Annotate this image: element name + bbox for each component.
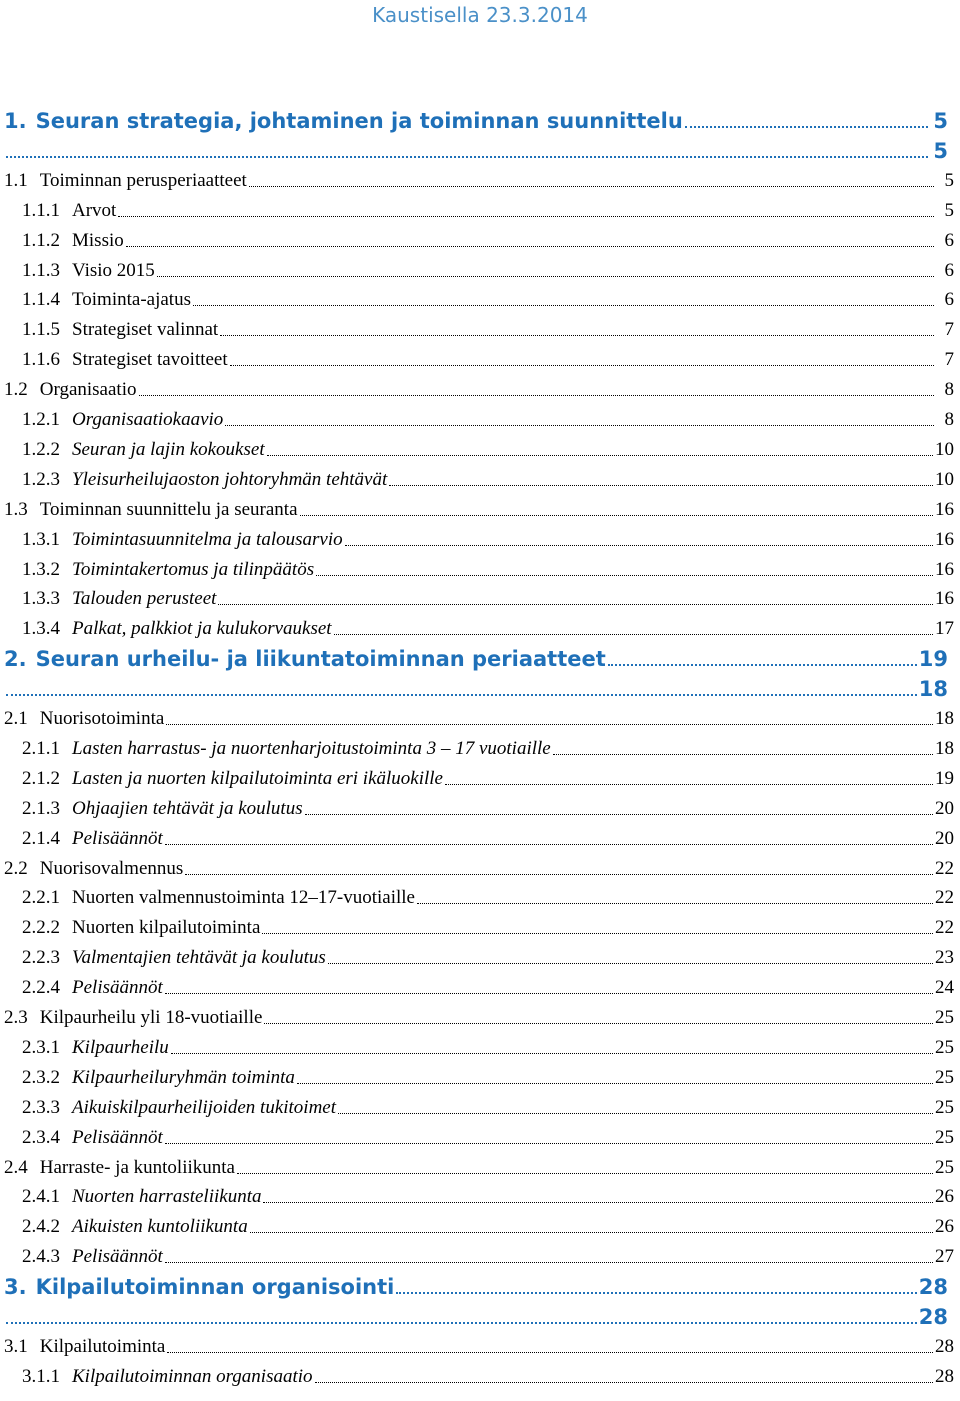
toc-entry-title: Organisaatio	[39, 379, 137, 401]
toc-entry-number: 1.3	[4, 498, 28, 520]
toc-page-number: 23	[935, 947, 954, 969]
toc-page-number: 16	[935, 498, 954, 520]
toc-page-number: 8	[944, 379, 954, 401]
toc-entry-number: 1.3.1	[22, 528, 60, 550]
toc-dot-leader	[118, 216, 934, 217]
toc-entry-number: 2.4.3	[22, 1246, 60, 1268]
toc-page-number: 25	[935, 1156, 954, 1178]
toc-dot-leader	[193, 305, 934, 306]
toc-page-number: 10	[935, 438, 954, 460]
toc-page-number: 7	[944, 349, 954, 371]
toc-dot-leader	[338, 1113, 933, 1114]
toc-entry-number: 2.3.2	[22, 1066, 60, 1088]
toc-entry[interactable]	[22, 794, 954, 824]
toc-entry-title: Pelisäännöt	[72, 1126, 163, 1148]
toc-entry-title: Talouden perusteet	[72, 588, 217, 610]
toc-chapter-entry[interactable]	[4, 644, 954, 674]
toc-entry[interactable]	[22, 405, 954, 435]
toc-entry-title: Toiminnan suunnittelu ja seuranta	[39, 498, 298, 520]
toc-entry[interactable]	[22, 584, 954, 614]
toc-dot-leader	[608, 664, 917, 666]
toc-entry-title: Kilpaurheiluryhmän toiminta	[72, 1066, 295, 1088]
toc-chapter-entry[interactable]	[4, 674, 954, 704]
toc-entry-number: 1.1.3	[22, 259, 60, 281]
toc-entry-title: Toiminta-ajatus	[72, 289, 191, 311]
toc-page-number: 18	[935, 708, 954, 729]
toc-dot-leader	[165, 1262, 933, 1263]
toc-page-number: 16	[935, 558, 954, 580]
toc-dot-leader	[6, 694, 917, 696]
toc-entry-title: Organisaatiokaavio	[72, 409, 224, 430]
toc-entry-number: 1.2	[4, 379, 28, 401]
toc-page-number: 25	[935, 1126, 954, 1148]
toc-entry-number: 2.3.4	[22, 1126, 60, 1148]
toc-entry-title: Lasten harrastus- ja nuortenharjoitustoiminta 3 – 17 vuotiaille	[72, 737, 551, 759]
toc-entry-title: Toiminnan perusperiaatteet	[39, 169, 247, 191]
toc-page-number: 18	[935, 737, 954, 759]
toc-page-number: 8	[944, 409, 954, 430]
toc-page-number: 6	[944, 229, 954, 251]
toc-entry-number: 2.3.1	[22, 1036, 60, 1058]
toc-page-number: 17	[935, 618, 954, 640]
toc-entry[interactable]	[22, 1242, 954, 1272]
toc-entry-number: 2.1	[4, 708, 28, 729]
toc-page-number: 28	[918, 1305, 948, 1329]
toc-entry-number: 2.2.3	[22, 947, 60, 969]
toc-entry-number: 1.3.3	[22, 588, 60, 610]
toc-entry-title: Nuorten kilpailutoiminta	[72, 917, 261, 939]
toc-dot-leader	[157, 276, 934, 277]
toc-page-number: 22	[935, 917, 954, 939]
toc-entry[interactable]	[22, 1033, 954, 1063]
toc-page-number: 25	[935, 1096, 954, 1118]
toc-dot-leader	[139, 395, 935, 396]
toc-entry[interactable]	[22, 345, 954, 375]
toc-entry-number: 1.2.2	[22, 438, 60, 460]
toc-dot-leader	[185, 874, 933, 875]
toc-entry[interactable]	[22, 883, 954, 913]
toc-entry-number: 2.3	[4, 1007, 28, 1028]
toc-page-number: 27	[935, 1246, 954, 1268]
toc-entry-number: 2.1.3	[22, 797, 60, 819]
toc-entry[interactable]	[22, 525, 954, 555]
toc-entry-number: 1.3.2	[22, 558, 60, 580]
toc-entry[interactable]	[22, 435, 954, 465]
toc-dot-leader	[445, 784, 933, 785]
toc-entry[interactable]	[22, 1093, 954, 1123]
toc-entry-title: Valmentajien tehtävät ja koulutus	[72, 947, 326, 969]
toc-entry-number: 2.2	[4, 857, 28, 879]
toc-dot-leader	[263, 1202, 933, 1203]
toc-entry[interactable]	[22, 196, 954, 226]
toc-entry[interactable]	[4, 495, 954, 525]
toc-entry-title: Visio 2015	[72, 259, 155, 281]
toc-page-number: 10	[935, 468, 954, 490]
toc-entry-number: 1.1.5	[22, 319, 60, 341]
toc-entry-number: 1.	[4, 109, 27, 133]
toc-page-number: 5	[933, 138, 948, 163]
toc-dot-leader	[262, 933, 933, 934]
toc-entry-title: Seuran strategia, johtaminen ja toiminnan suunnittelu	[35, 109, 683, 133]
toc-entry-title: Kilpaurheilu yli 18-vuotiaille	[39, 1007, 263, 1028]
toc-page-number: 24	[935, 977, 954, 999]
toc-entry[interactable]	[22, 1182, 954, 1212]
toc-page-number: 25	[935, 1036, 954, 1058]
toc-entry[interactable]	[4, 1003, 954, 1033]
toc-entry-title: Toimintakertomus ja tilinpäätös	[72, 558, 315, 580]
toc-entry-number: 2.2.2	[22, 917, 60, 939]
toc-dot-leader	[267, 455, 933, 456]
toc-chapter-entry[interactable]	[4, 1272, 954, 1302]
toc-entry[interactable]	[22, 973, 954, 1003]
toc-dot-leader	[300, 515, 933, 516]
toc-entry-title: Missio	[72, 229, 124, 251]
toc-entry-number: 2.4.2	[22, 1216, 60, 1238]
toc-dot-leader	[171, 1053, 933, 1054]
toc-entry-number: 1.2.3	[22, 468, 60, 490]
toc-dot-leader	[396, 1292, 916, 1294]
toc-dot-leader	[218, 604, 933, 605]
toc-page-number: 5	[933, 109, 948, 133]
toc-entry-title: Nuorten harrasteliikunta	[72, 1186, 262, 1208]
toc-entry[interactable]	[22, 555, 954, 585]
toc-dot-leader	[237, 1173, 933, 1174]
toc-page-number: 16	[935, 588, 954, 610]
toc-entry-title: Kilpailutoiminta	[39, 1335, 166, 1357]
toc-page-number: 5	[944, 169, 954, 191]
toc-entry-title: Seuran urheilu- ja liikuntatoiminnan periaatteet	[35, 647, 606, 672]
toc-dot-leader	[126, 246, 934, 247]
toc-entry[interactable]	[22, 734, 954, 764]
toc-entry-title: Kilpailutoiminnan organisaatio	[72, 1365, 313, 1387]
toc-entry-title: Nuorten valmennustoiminta 12–17-vuotiaille	[72, 887, 415, 909]
toc-entry-number: 3.	[4, 1275, 27, 1300]
toc-entry-number: 1.3.4	[22, 618, 60, 640]
toc-entry-title: Pelisäännöt	[72, 977, 163, 999]
page-header: Kaustisella 23.3.2014	[372, 3, 588, 27]
toc-page-number: 16	[935, 528, 954, 550]
toc-entry[interactable]	[4, 166, 954, 196]
toc-entry-number: 2.1.2	[22, 767, 60, 789]
toc-entry-title: Seuran ja lajin kokoukset	[72, 438, 265, 460]
toc-entry-number: 1.1.6	[22, 349, 60, 371]
toc-entry[interactable]	[4, 375, 954, 405]
toc-entry-title: Palkat, palkkiot ja kulukorvaukset	[72, 618, 332, 640]
toc-entry-title: Kilpailutoiminnan organisointi	[35, 1275, 395, 1300]
toc-entry-number: 1.1.1	[22, 199, 60, 221]
toc-dot-leader	[6, 1322, 917, 1324]
toc-dot-leader	[685, 126, 928, 128]
toc-entry-number: 3.1	[4, 1335, 28, 1357]
toc-entry-title: Strategiset tavoitteet	[72, 349, 228, 371]
toc-dot-leader	[417, 903, 933, 904]
toc-dot-leader	[297, 1083, 933, 1084]
toc-dot-leader	[553, 754, 933, 755]
toc-entry-number: 1.2.1	[22, 409, 60, 430]
toc-dot-leader	[305, 814, 933, 815]
toc-entry[interactable]	[22, 913, 954, 943]
toc-dot-leader	[165, 844, 933, 845]
toc-entry-title: Arvot	[72, 199, 117, 221]
toc-page-number: 26	[935, 1216, 954, 1238]
toc-entry-number: 2.4.1	[22, 1186, 60, 1208]
toc-page-number: 25	[935, 1007, 954, 1028]
toc-page-number: 28	[935, 1335, 954, 1357]
toc-dot-leader	[316, 575, 933, 576]
toc-entry[interactable]	[22, 1362, 954, 1392]
toc-page-number: 22	[935, 857, 954, 879]
toc-entry-title: Nuorisovalmennus	[39, 857, 184, 879]
toc-entry[interactable]	[4, 704, 954, 734]
toc-entry[interactable]	[22, 285, 954, 315]
toc-dot-leader	[166, 724, 933, 725]
toc-dot-leader	[345, 545, 933, 546]
toc-dot-leader	[165, 993, 933, 994]
toc-dot-leader	[315, 1382, 933, 1383]
toc-entry-number: 2.2.1	[22, 887, 60, 909]
toc-entry[interactable]	[22, 943, 954, 973]
toc-dot-leader	[220, 335, 934, 336]
toc-entry-number: 1.1.4	[22, 289, 60, 311]
toc-page-number: 20	[935, 797, 954, 819]
toc-page-number: 18	[918, 677, 948, 702]
toc-dot-leader	[250, 1232, 933, 1233]
toc-page-number: 5	[944, 199, 954, 221]
toc-page-number: 19	[918, 647, 948, 672]
toc-entry-title: Harraste- ja kuntoliikunta	[39, 1156, 235, 1178]
toc-page-number: 6	[944, 259, 954, 281]
toc-chapter-entry[interactable]	[4, 136, 954, 166]
toc-entry[interactable]	[22, 824, 954, 854]
toc-page-number: 26	[935, 1186, 954, 1208]
toc-entry[interactable]	[22, 1212, 954, 1242]
toc-chapter-entry[interactable]	[4, 1302, 954, 1332]
toc-entry[interactable]	[22, 764, 954, 794]
toc-entry[interactable]	[22, 1123, 954, 1153]
toc-entry-title: Aikuisten kuntoliikunta	[72, 1216, 248, 1238]
toc-dot-leader	[165, 1143, 933, 1144]
toc-entry-number: 1.1.2	[22, 229, 60, 251]
toc-page-number: 6	[944, 289, 954, 311]
toc-entry[interactable]	[22, 465, 954, 495]
toc-page-number: 22	[935, 887, 954, 909]
toc-entry[interactable]	[22, 226, 954, 256]
toc-page-number: 25	[935, 1066, 954, 1088]
toc-entry-title: Ohjaajien tehtävät ja koulutus	[72, 797, 303, 819]
toc-entry-title: Aikuiskilpaurheilijoiden tukitoimet	[72, 1096, 337, 1118]
toc-entry-number: 2.2.4	[22, 977, 60, 999]
toc-dot-leader	[6, 156, 928, 158]
toc-entry[interactable]	[4, 1153, 954, 1183]
toc-entry-title: Strategiset valinnat	[72, 319, 219, 341]
toc-entry-number: 2.	[4, 647, 27, 672]
toc-entry-number: 2.1.1	[22, 737, 60, 759]
toc-entry-title: Nuorisotoiminta	[39, 708, 165, 729]
toc-dot-leader	[167, 1352, 933, 1353]
toc-entry-number: 2.3.3	[22, 1096, 60, 1118]
toc-entry-number: 2.1.4	[22, 827, 60, 849]
toc-dot-leader	[328, 963, 933, 964]
toc-entry-title: Lasten ja nuorten kilpailutoiminta eri ikäluokille	[72, 767, 443, 789]
toc-entry[interactable]	[22, 614, 954, 644]
toc-dot-leader	[264, 1023, 933, 1024]
toc-entry-title: Kilpaurheilu	[72, 1036, 169, 1058]
toc-page-number: 28	[935, 1365, 954, 1387]
toc-entry-title: Pelisäännöt	[72, 827, 163, 849]
toc-entry-title: Pelisäännöt	[72, 1246, 163, 1268]
toc-entry-title: Yleisurheilujaoston johtoryhmän tehtävät	[72, 468, 388, 490]
toc-dot-leader	[334, 634, 933, 635]
toc-dot-leader	[249, 186, 934, 187]
toc-entry[interactable]	[22, 1063, 954, 1093]
toc-entry[interactable]	[4, 854, 954, 884]
toc-dot-leader	[230, 365, 934, 366]
toc-chapter-entry[interactable]	[4, 106, 954, 136]
toc-dot-leader	[225, 425, 934, 426]
toc-entry-number: 3.1.1	[22, 1365, 60, 1387]
toc-entry-number: 2.4	[4, 1156, 28, 1178]
toc-entry-number: 1.1	[4, 169, 28, 191]
toc-entry[interactable]	[4, 1332, 954, 1362]
toc-page-number: 28	[918, 1275, 948, 1300]
toc-dot-leader	[389, 485, 933, 486]
toc-page-number: 19	[935, 767, 954, 789]
toc-page-number: 7	[944, 319, 954, 341]
toc-page-number: 20	[935, 827, 954, 849]
toc-entry[interactable]	[22, 315, 954, 345]
toc-entry-title: Toimintasuunnitelma ja talousarvio	[72, 528, 343, 550]
toc-entry[interactable]	[22, 256, 954, 286]
